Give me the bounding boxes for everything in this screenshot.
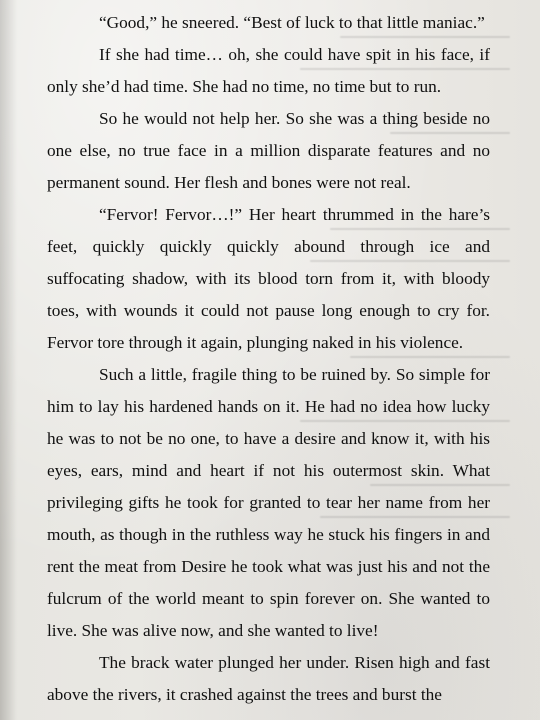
paragraph: “Good,” he sneered. “Best of luck to that little maniac.” [99,13,485,32]
paragraph: “Fervor! Fervor…!” Her heart thrummed in the hare’s feet, quickly quickly quickly abound through ice and suffocating shadow, with its blood torn from it, with bloody toes, with wounds it could not pause long enough to cry for. Fervor tore through it again, plunging naked in his violence. [47,205,490,352]
body-text [47,7,490,711]
page-spine-shadow [0,0,18,720]
paragraph: So he would not help her. So she was a thing beside no one else, no true face in a million disparate features and no permanent sound. Her flesh and bones were not real. [47,109,490,192]
paragraph: Such a little, fragile thing to be ruined by. So simple for him to lay his hardened hands on it. He had no idea how lucky he was to not be no one, to have a desire and know it, with his eyes, ears, mind and heart if not his outermost skin. What privileging gifts he took for granted to tear her name from her mouth, as though in the ruthless way he stuck his fingers in and rent the meat from Desire he took what was just his and not the fulcrum of the world meant to spin forever on. She wanted to live. She was alive now, and she wanted to live! [47,365,490,640]
paragraph: If she had time… oh, she could have spit in his face, if only she’d had time. She had no time, no time but to run. [47,45,490,96]
paragraph: The brack water plunged her under. Risen high and fast above the rivers, it crashed against the trees and burst the [47,653,490,704]
